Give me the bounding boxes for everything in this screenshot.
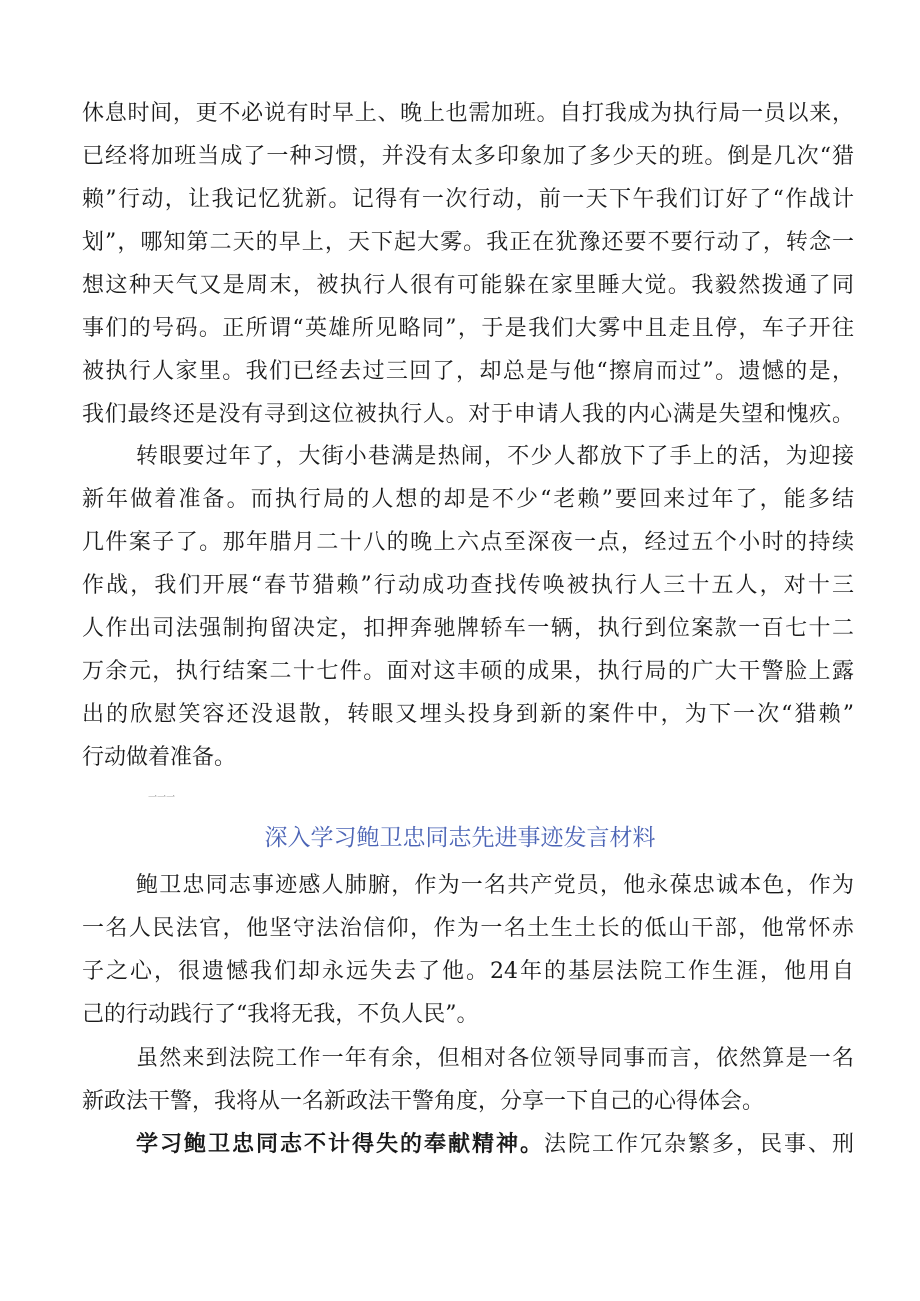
- text-line: 几件案子了。那年腊月二十八的晚上六点至深夜一点，经过五个小时的持续: [82, 530, 854, 555]
- text-line: 我们最终还是没有寻到这位被执行人。对于申请人我的内心满是失望和愧疚。: [82, 402, 854, 427]
- text-line: 转眼要过年了，大街小巷满是热闹，不少人都放下了手上的活，为迎接: [136, 444, 854, 469]
- text-line: 被执行人家里。我们已经去过三回了，却总是与他“擦肩而过”。遗憾的是，: [82, 359, 854, 384]
- section-title: 深入学习鲍卫忠同志先进事迹发言材料: [264, 825, 656, 851]
- text-line: 行动做着准备。: [82, 745, 237, 770]
- text-run: 法院工作冗杂繁多，民事、刑: [543, 1132, 854, 1157]
- text-line: 事们的号码。正所谓“英雄所见略同”，于是我们大雾中且走且停，车子开往: [82, 316, 854, 341]
- text-line: 新年做着准备。而执行局的人想的却是不少“老赖”要回来过年了，能多结: [82, 487, 854, 512]
- text-line: 作战，我们开展“春节猎赖”行动成功查找传唤被执行人三十五人，对十三: [82, 573, 854, 598]
- section-divider-mark: [148, 792, 175, 804]
- text-line: 虽然来到法院工作一年有余，但相对各位领导同事而言，依然算是一名: [136, 1046, 854, 1071]
- bold-lead-sentence: 学习鲍卫忠同志不计得失的奉献精神。: [136, 1132, 544, 1157]
- text-line: 一名人民法官，他坚守法治信仰，作为一名土生土长的低山干部，他常怀赤: [82, 916, 854, 941]
- paragraph-bao-weizhong-intro: [82, 864, 854, 1036]
- text-line: 出的欣慰笑容还没退散，转眼又埋头投身到新的案件中，为下一次“猎赖”: [82, 702, 854, 727]
- text-line: 已经将加班当成了一种习惯，并没有太多印象加了多少天的班。倒是几次“猎: [82, 144, 854, 169]
- paragraph-overtime: [82, 92, 854, 436]
- text-line: 万余元，执行结案二十七件。面对这丰硕的成果，执行局的广大干警脸上露: [82, 659, 854, 684]
- paragraph-new-officer: [82, 1037, 854, 1123]
- divider-mark-text: 一一一: [148, 793, 176, 803]
- paragraph-spring-festival: [82, 435, 854, 779]
- text-line: [82, 1123, 854, 1166]
- text-line: 休息时间，更不必说有时早上、晚上也需加班。自打我成为执行局一员以来，: [82, 101, 854, 126]
- text-line: 子之心，很遗憾我们却永远失去了他。24年的基层法院工作生涯，他用自: [82, 959, 854, 984]
- text-line: 想这种天气又是周末，被执行人很有可能躲在家里睡大觉。我毅然拨通了同: [82, 273, 854, 298]
- text-line: 己的行动践行了“我将无我，不负人民”。: [82, 1002, 479, 1027]
- text-line: 赖”行动，让我记忆犹新。记得有一次行动，前一天下午我们订好了“作战计: [82, 187, 854, 212]
- text-line: 人作出司法强制拘留决定，扣押奔驰牌轿车一辆，执行到位案款一百七十二: [82, 616, 854, 641]
- text-line: 新政法干警，我将从一名新政法干警角度，分享一下自己的心得体会。: [82, 1089, 765, 1114]
- paragraph-dedication: [82, 1123, 854, 1166]
- text-line: 鲍卫忠同志事迹感人肺腑，作为一名共产党员，他永葆忠诚本色，作为: [136, 873, 854, 898]
- text-line: 划”，哪知第二天的早上，天下起大雾。我正在犹豫还要不要行动了，转念一: [82, 230, 854, 255]
